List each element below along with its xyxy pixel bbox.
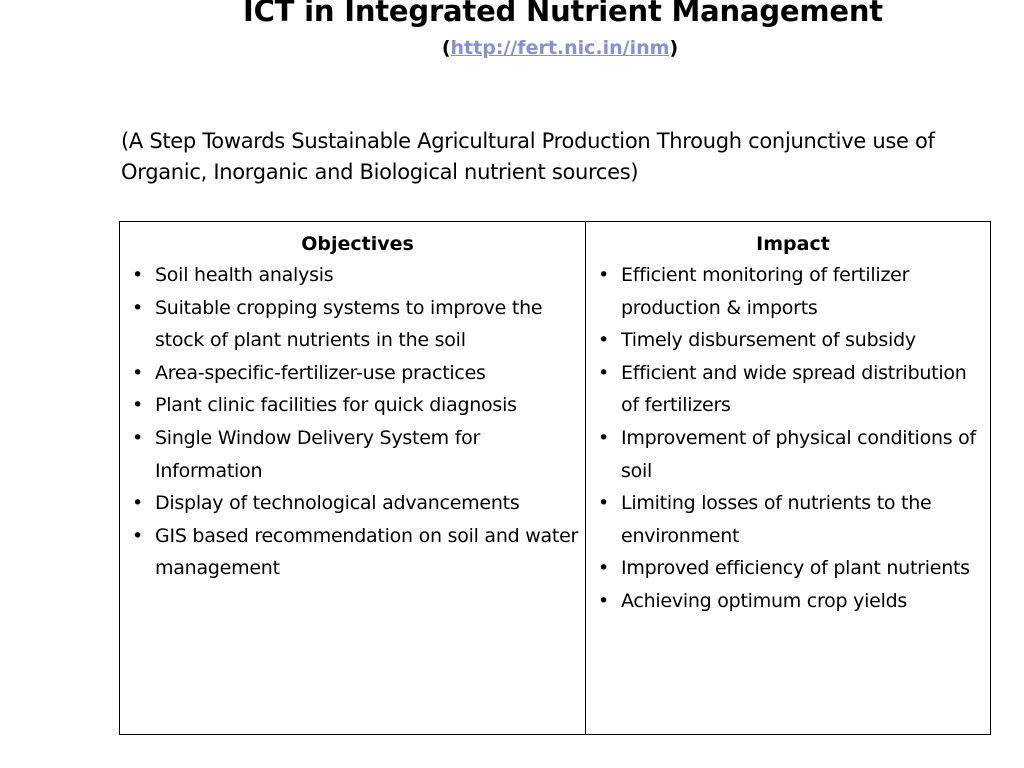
- impact-column: [586, 222, 990, 734]
- bullet-icon: •: [132, 524, 143, 547]
- objective-text: GIS based recommendation on soil and water management: [155, 524, 579, 580]
- objective-text: Display of technological advancements: [155, 492, 520, 515]
- objectives-impact-table: [119, 221, 991, 735]
- objective-item: [130, 487, 585, 520]
- impact-text: Efficient and wide spread distribution of fertilizers: [621, 361, 967, 417]
- objective-item: [130, 357, 585, 390]
- objectives-header: Objectives: [301, 233, 414, 255]
- impact-text: Achieving optimum crop yields: [621, 589, 908, 612]
- objectives-column: [120, 222, 586, 734]
- objective-text: Soil health analysis: [155, 264, 334, 286]
- url-close-paren: ): [669, 37, 679, 59]
- bullet-icon: •: [598, 426, 609, 449]
- page-title: ICT in Integrated Nutrient Management: [243, 0, 883, 28]
- impact-text: Efficient monitoring of fertilizer production & imports: [621, 264, 910, 319]
- impact-item: [596, 422, 990, 487]
- objective-item: [130, 520, 585, 585]
- impact-item: [596, 487, 990, 552]
- inm-url-link[interactable]: http://fert.nic.in/inm: [450, 37, 670, 59]
- url-open-paren: (: [441, 37, 451, 59]
- objective-item: [130, 259, 585, 292]
- impact-item: [596, 324, 990, 357]
- impact-header: Impact: [756, 233, 830, 255]
- bullet-icon: •: [132, 394, 143, 417]
- objective-text: Suitable cropping systems to improve the stock of plant nutrients in the soil: [155, 296, 543, 352]
- subtitle: (A Step Towards Sustainable Agricultural Production Through conjunctive use of Organic, Inorganic and Biological nutrient sources): [121, 129, 935, 184]
- impact-text: Improved efficiency of plant nutrients: [621, 557, 970, 580]
- bullet-icon: •: [598, 264, 609, 286]
- objective-text: Plant clinic facilities for quick diagnosis: [155, 394, 517, 417]
- bullet-icon: •: [598, 557, 609, 580]
- impact-item: [596, 259, 990, 324]
- objective-text: Area-specific-fertilizer-use practices: [155, 361, 486, 384]
- objectives-list: [130, 259, 585, 585]
- impact-list: [596, 259, 990, 618]
- bullet-icon: •: [132, 492, 143, 515]
- bullet-icon: •: [132, 296, 143, 319]
- objective-item: [130, 292, 585, 357]
- impact-text: Timely disbursement of subsidy: [621, 329, 916, 352]
- bullet-icon: •: [598, 492, 609, 515]
- bullet-icon: •: [598, 589, 609, 612]
- bullet-icon: •: [132, 264, 143, 286]
- impact-text: Improvement of physical conditions of soil: [621, 426, 976, 482]
- impact-item: [596, 585, 990, 618]
- bullet-icon: •: [132, 361, 143, 384]
- bullet-icon: •: [132, 426, 143, 449]
- bullet-icon: •: [598, 361, 609, 384]
- url-line: [0, 37, 1024, 59]
- objective-item: [130, 422, 585, 487]
- impact-item: [596, 357, 990, 422]
- objective-text: Single Window Delivery System for Information: [155, 426, 481, 482]
- bullet-icon: •: [598, 329, 609, 352]
- impact-text: Limiting losses of nutrients to the environment: [621, 492, 932, 547]
- objective-item: [130, 389, 585, 422]
- impact-item: [596, 552, 990, 585]
